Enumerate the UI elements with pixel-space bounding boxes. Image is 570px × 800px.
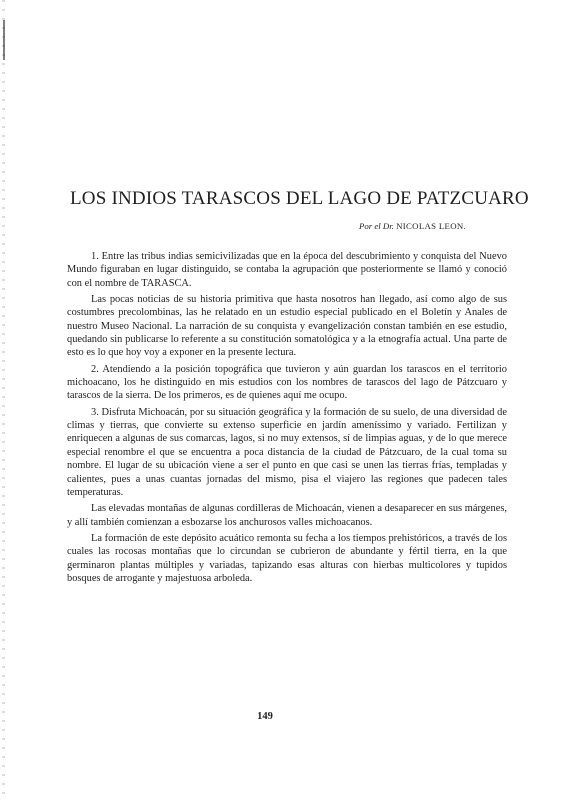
byline-prefix: Por el Dr. <box>358 221 397 231</box>
page-number: 149 <box>257 711 273 722</box>
binding-edge <box>2 0 5 800</box>
paragraph-2: Las pocas noticias de su historia primitiva que hasta nosotros han llegado, así como algo de sus costumbres precolombinas, las he relatado en un estudio especial publicado en el Boletín y Anales de nuestro Museo Nacional. La narración de su conquista y evangelización constan también en ese estudio, quedando sin publicarse lo referente a su constitución somatológica y a la etnografía actual. Una parte de esto es lo que hoy voy a exponer en la presente lectura. <box>67 294 507 359</box>
paragraph-5: Las elevadas montañas de algunas cordilleras de Michoacán, vienen a desaparecer en sus márgenes, y allí también comienzan a esbozarse los anchurosos valles michoacanos. <box>67 503 507 528</box>
author-name: NICOLAS LEON. <box>396 221 466 231</box>
byline <box>359 221 466 231</box>
paragraph-6: La formación de este depósito acuático remonta su fecha a los tiempos prehistóricos, a través de los cuales las rocosas montañas que lo circundan se cubrieron de abundante y fértil tierra, en la que germinaron plantas múltiples y variadas, tapizando esas alturas con hierbas multicolores y tupidos bosques de arrogante y majestuosa arboleda. <box>67 532 507 584</box>
article-title: LOS INDIOS TARASCOS DEL LAGO DE PATZCUARO <box>70 188 529 209</box>
paragraph-3: 2. Atendiendo a la posición topográfica que tuvieron y aún guardan los tarascos en el territorio michoacano, los he distinguido en mis estudios con los nombres de tarascos del lago de Pátzcuaro y tarascos de la sierra. De los primeros, es de quienes aquí me ocupo. <box>67 363 507 402</box>
binding-edge-mark <box>3 20 5 60</box>
article-body <box>67 250 507 585</box>
paragraph-4: 3. Disfruta Michoacán, por su situación geográfica y la formación de su suelo, de una diversidad de climas y tierras, que convierte su extenso superficie en jardín ameníssimo y variado. Fertilizan y enriquecen a algunas de sus comarcas, lagos, si no muy extensos, sí de limpias aguas, y de lo que merece especial renombre el que se encuentra a poca distancia de la ciudad de Pátzcuaro, de la cual toma su nombre. El lugar de su ubicación viene a ser el punto en que casi se unen las tierras frías, templadas y calientes, pues a unas cuantas jornadas del mismo, pisa el viajero las regiones que padecen tales temperaturas. <box>67 406 507 498</box>
paragraph-1: 1. Entre las tribus indias semicivilizadas que en la época del descubrimiento y conquista del Nuevo Mundo figuraban en lugar distinguido, se contaba la agrupación que posteriormente se llamó y conoció con el nombre de TARASCA. <box>67 251 507 289</box>
